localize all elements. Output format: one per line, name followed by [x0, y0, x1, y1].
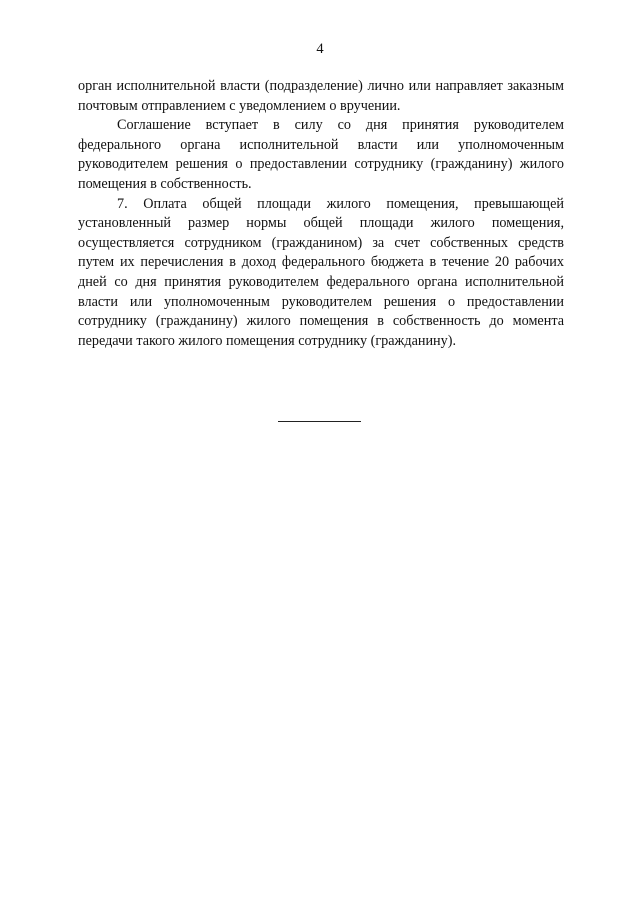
body-text	[78, 77, 564, 351]
paragraph-item-7-payment: 7. Оплата общей площади жилого помещения, превышающей установленный размер нормы общей площади жилого помещения, осуществляется сотрудником (гражданином) за счет собственных средств путем их перечисления в доход федерального бюджета в течение 20 рабочих дней со дня принятия руководителем федерального органа исполнительной власти или уполномоченным руководителем решения о предоставлении сотруднику (гражданину) жилого помещения в собственность до момента передачи такого жилого помещения сотруднику (гражданину).	[78, 195, 564, 349]
paragraph-agreement-effect: Соглашение вступает в силу со дня принятия руководителем федерального органа исполнительной власти или уполномоченным руководителем решения о предоставлении сотруднику (гражданину) жилого помещения в собственность.	[78, 117, 564, 192]
end-separator-line	[278, 421, 361, 422]
page-number: 4	[316, 41, 324, 57]
paragraph-continuation: орган исполнительной власти (подразделение) лично или направляет заказным почтовым отправлением с уведомлением о вручении.	[78, 78, 564, 114]
